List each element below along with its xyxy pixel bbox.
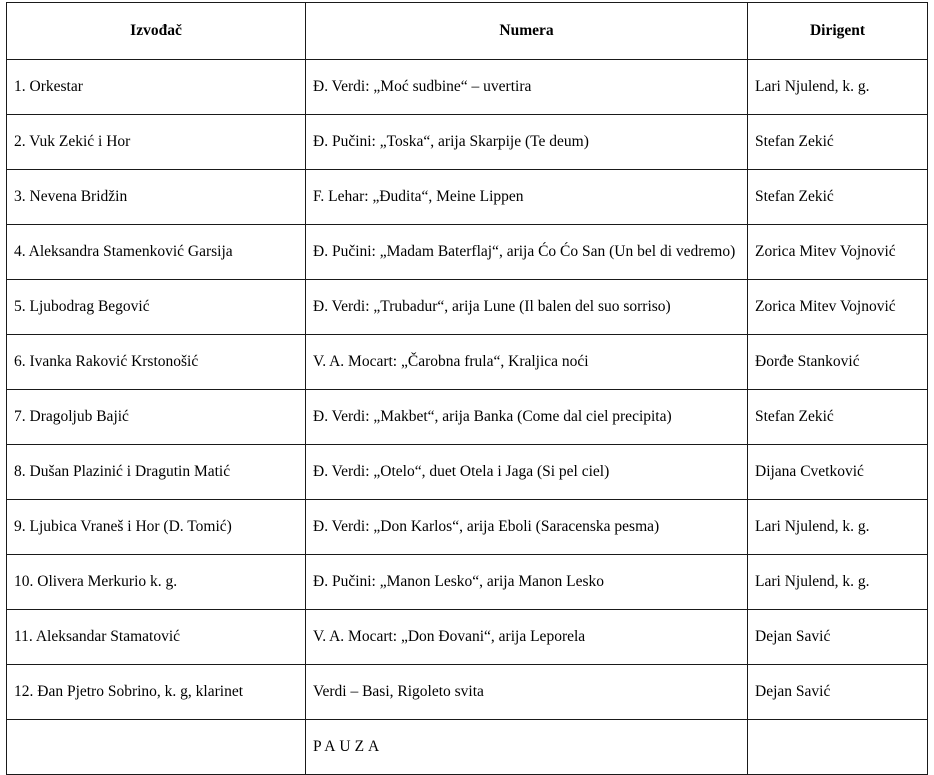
table-row: [7, 115, 928, 170]
cell-performer: 7. Dragoljub Bajić: [7, 390, 306, 445]
cell-number: Đ. Verdi: „Trubadur“, arija Lune (Il balen del suo sorriso): [306, 280, 748, 335]
cell-number: Đ. Pučini: „Madam Baterflaj“, arija Ćo Ćo San (Un bel di vedremo): [306, 225, 748, 280]
table-row: [7, 60, 928, 115]
cell-conductor: Stefan Zekić: [748, 390, 928, 445]
cell-number: Đ. Verdi: „Moć sudbine“ – uvertira: [306, 60, 748, 115]
table-row: [7, 610, 928, 665]
cell-number: V. A. Mocart: „Čarobna frula“, Kraljica noći: [306, 335, 748, 390]
cell-conductor: Đorđe Stanković: [748, 335, 928, 390]
cell-performer: 4. Aleksandra Stamenković Garsija: [7, 225, 306, 280]
cell-performer: 1. Orkestar: [7, 60, 306, 115]
table-row: [7, 390, 928, 445]
table-row: [7, 335, 928, 390]
cell-number: V. A. Mocart: „Don Đovani“, arija Leporela: [306, 610, 748, 665]
cell-conductor: Lari Njulend, k. g.: [748, 500, 928, 555]
table-row: [7, 170, 928, 225]
column-header-conductor: Dirigent: [748, 3, 928, 60]
cell-performer: 8. Dušan Plazinić i Dragutin Matić: [7, 445, 306, 500]
cell-conductor: Lari Njulend, k. g.: [748, 555, 928, 610]
cell-performer: 6. Ivanka Raković Krstonošić: [7, 335, 306, 390]
cell-performer: 11. Aleksandar Stamatović: [7, 610, 306, 665]
cell-performer: 12. Đan Pjetro Sobrino, k. g, klarinet: [7, 665, 306, 720]
intermission-label: PAUZA: [306, 720, 748, 775]
table-row: [7, 280, 928, 335]
cell-number: F. Lehar: „Đudita“, Meine Lippen: [306, 170, 748, 225]
cell-performer-empty: [7, 720, 306, 775]
cell-conductor: Zorica Mitev Vojnović: [748, 280, 928, 335]
cell-performer: 9. Ljubica Vraneš i Hor (D. Tomić): [7, 500, 306, 555]
table-row: [7, 500, 928, 555]
cell-conductor: Dejan Savić: [748, 610, 928, 665]
cell-number: Đ. Verdi: „Otelo“, duet Otela i Jaga (Si pel ciel): [306, 445, 748, 500]
cell-number: Đ. Pučini: „Manon Lesko“, arija Manon Lesko: [306, 555, 748, 610]
cell-number: Đ. Verdi: „Don Karlos“, arija Eboli (Saracenska pesma): [306, 500, 748, 555]
cell-number: Đ. Pučini: „Toska“, arija Skarpije (Te deum): [306, 115, 748, 170]
table-row: [7, 445, 928, 500]
table-header: [7, 3, 928, 60]
cell-number: Đ. Verdi: „Makbet“, arija Banka (Come dal ciel precipita): [306, 390, 748, 445]
cell-conductor: Dejan Savić: [748, 665, 928, 720]
cell-performer: 2. Vuk Zekić i Hor: [7, 115, 306, 170]
header-row: [7, 3, 928, 60]
concert-program-table: [6, 2, 928, 775]
cell-conductor: Dijana Cvetković: [748, 445, 928, 500]
cell-performer: 5. Ljubodrag Begović: [7, 280, 306, 335]
intermission-row: [7, 720, 928, 775]
table-body: [7, 60, 928, 775]
cell-conductor: Stefan Zekić: [748, 170, 928, 225]
cell-performer: 10. Olivera Merkurio k. g.: [7, 555, 306, 610]
column-header-performer: Izvođač: [7, 3, 306, 60]
cell-number: Verdi – Basi, Rigoleto svita: [306, 665, 748, 720]
table-row: [7, 225, 928, 280]
table-row: [7, 665, 928, 720]
cell-conductor-empty: [748, 720, 928, 775]
table-row: [7, 555, 928, 610]
cell-performer: 3. Nevena Bridžin: [7, 170, 306, 225]
cell-conductor: Stefan Zekić: [748, 115, 928, 170]
cell-conductor: Zorica Mitev Vojnović: [748, 225, 928, 280]
column-header-number: Numera: [306, 3, 748, 60]
cell-conductor: Lari Njulend, k. g.: [748, 60, 928, 115]
